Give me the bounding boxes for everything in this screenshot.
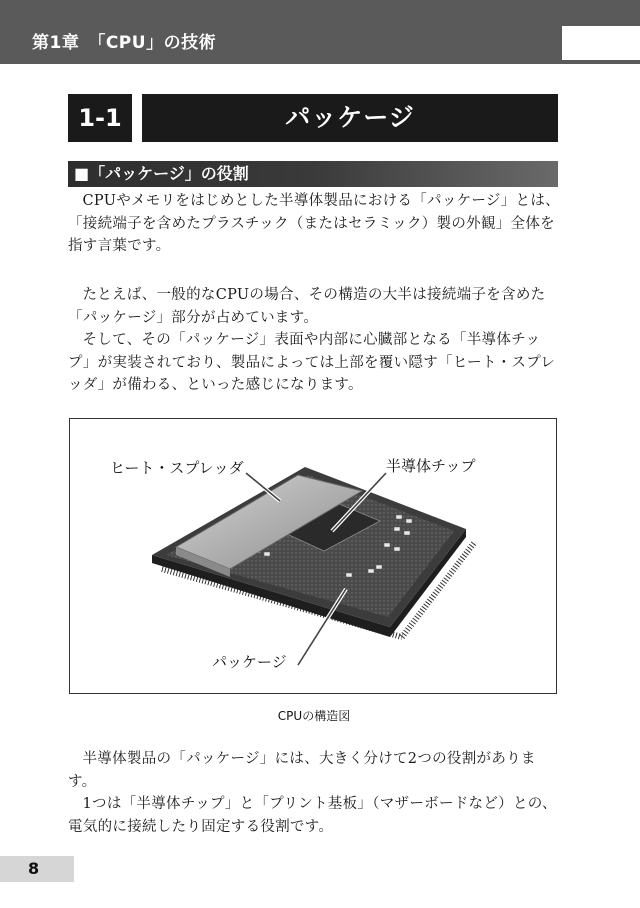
figure-caption: CPUの構造図: [277, 709, 351, 723]
paragraph-5: 1つは「半導体チップ」と「プリント基板」（マザーボードなど）との、電気的に接続したり固定する役割です。: [68, 796, 557, 835]
label-chip: 半導体チップ: [386, 457, 476, 475]
section-title: パッケージ: [142, 94, 558, 142]
paragraph-3: そして、その「パッケージ」表面や内部に心臓部となる「半導体チップ」が実装されており、製品によっては上部を覆い隠す「ヒート・スプレッダ」が備わる、といった感じになります。: [68, 332, 556, 393]
cpu-structure-figure: [69, 418, 557, 694]
paragraph-4: 半導体製品の「パッケージ」には、大きく分けて2つの役割があります。: [68, 751, 536, 790]
label-heat-spreader: ヒート・スプレッダ: [110, 459, 244, 477]
label-package: パッケージ: [212, 653, 287, 671]
page-number: 8: [0, 856, 74, 882]
header-tab: [562, 26, 640, 60]
subheading: ■「パッケージ」の役割: [68, 161, 558, 187]
chapter-title: 第1章 「CPU」の技術: [32, 33, 217, 53]
section-number: 1-1: [68, 94, 132, 142]
paragraph-1: CPUやメモリをはじめとした半導体製品における「パッケージ」とは、「接続端子を含めたプラスチック（またはセラミック）製の外観」全体を指す言葉です。: [68, 193, 560, 254]
paragraph-2: たとえば、一般的なCPUの場合、その構造の大半は接続端子を含めた「パッケージ」部分が占めています。: [68, 287, 546, 326]
